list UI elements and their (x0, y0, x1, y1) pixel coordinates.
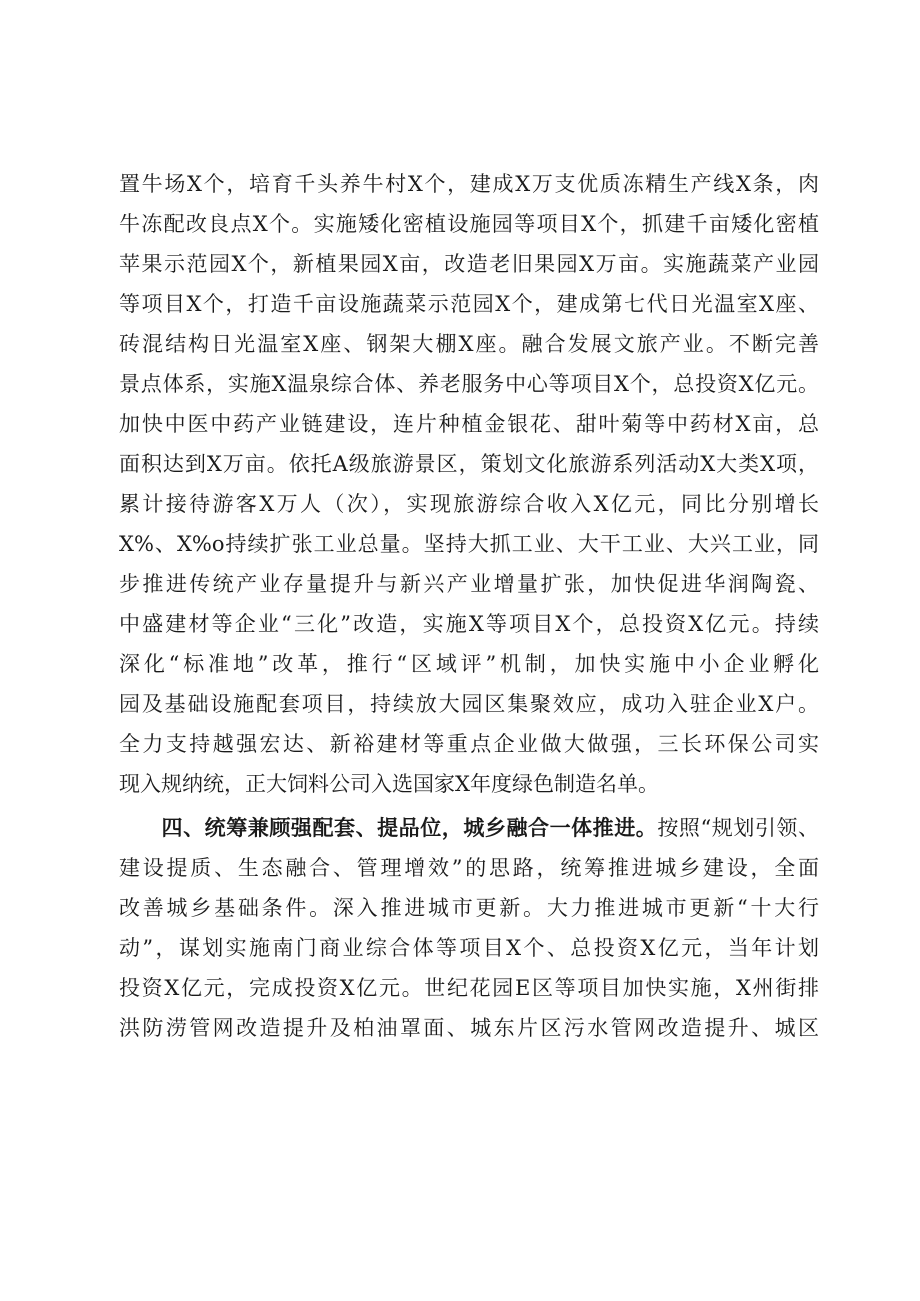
paragraph-industry (119, 164, 819, 804)
text-line: 深化“标准地”改革，推行“区域评”机制，加快实施中小企业孵化 (119, 652, 819, 676)
text-line: 苹果示范园X个，新植果园X亩，改造老旧果园X万亩。实施蔬菜产业园 (119, 252, 819, 276)
text-line: X%、X%o持续扩张工业总量。坚持大抓工业、大干工业、大兴工业，同 (119, 532, 819, 556)
text-line: 动”，谋划实施南门商业综合体等项目X个、总投资X亿元，当年计划 (119, 936, 819, 960)
text-line: 加快中医中药产业链建设，连片种植金银花、甜叶菊等中药材X亩，总 (119, 412, 819, 436)
text-line: 投资X亿元，完成投资X亿元。世纪花园E区等项目加快实施，X州街排 (119, 976, 819, 1000)
text-line: 园及基础设施配套项目，持续放大园区集聚效应，成功入驻企业X户。 (119, 692, 819, 716)
text-line: 等项目X个，打造千亩设施蔬菜示范园X个，建成第七代日光温室X座、 (119, 292, 819, 316)
text-line: 洪防涝管网改造提升及柏油罩面、城东片区污水管网改造提升、城区 (119, 1016, 819, 1040)
heading-continuation: 按照“规划引领、 (657, 816, 819, 840)
text-line: 全力支持越强宏达、新裕建材等重点企业做大做强，三长环保公司实 (119, 732, 819, 756)
text-line: 改善城乡基础条件。深入推进城市更新。大力推进城市更新“十大行 (119, 896, 819, 920)
text-line: 步推进传统产业存量提升与新兴产业增量扩张，加快促进华润陶瓷、 (119, 572, 819, 596)
text-line: 面积达到X万亩。依托A级旅游景区，策划文化旅游系列活动X大类X项， (119, 452, 819, 476)
text-line-first (119, 808, 819, 848)
section-heading: 四、统筹兼顾强配套、提品位，城乡融合一体推进。 (161, 816, 658, 840)
text-line: 景点体系，实施X温泉综合体、养老服务中心等项目X个，总投资X亿元。 (119, 372, 819, 396)
text-line: 现入规纳统，正大饲料公司入选国家X年度绿色制造名单。 (119, 772, 659, 796)
paragraph-urban-rural (119, 808, 819, 1048)
text-line: 中盛建材等企业“三化”改造，实施X等项目X个，总投资X亿元。持续 (119, 612, 819, 636)
text-line: 建设提质、生态融合、管理增效”的思路，统筹推进城乡建设，全面 (119, 856, 819, 880)
text-line: 牛冻配改良点X个。实施矮化密植设施园等项目X个，抓建千亩矮化密植 (119, 212, 819, 236)
text-line: 置牛场X个，培育千头养牛村X个，建成X万支优质冻精生产线X条，肉 (119, 172, 819, 196)
text-line: 砖混结构日光温室X座、钢架大棚X座。融合发展文旅产业。不断完善 (119, 332, 819, 356)
text-line: 累计接待游客X万人（次），实现旅游综合收入X亿元，同比分别增长 (119, 492, 819, 516)
